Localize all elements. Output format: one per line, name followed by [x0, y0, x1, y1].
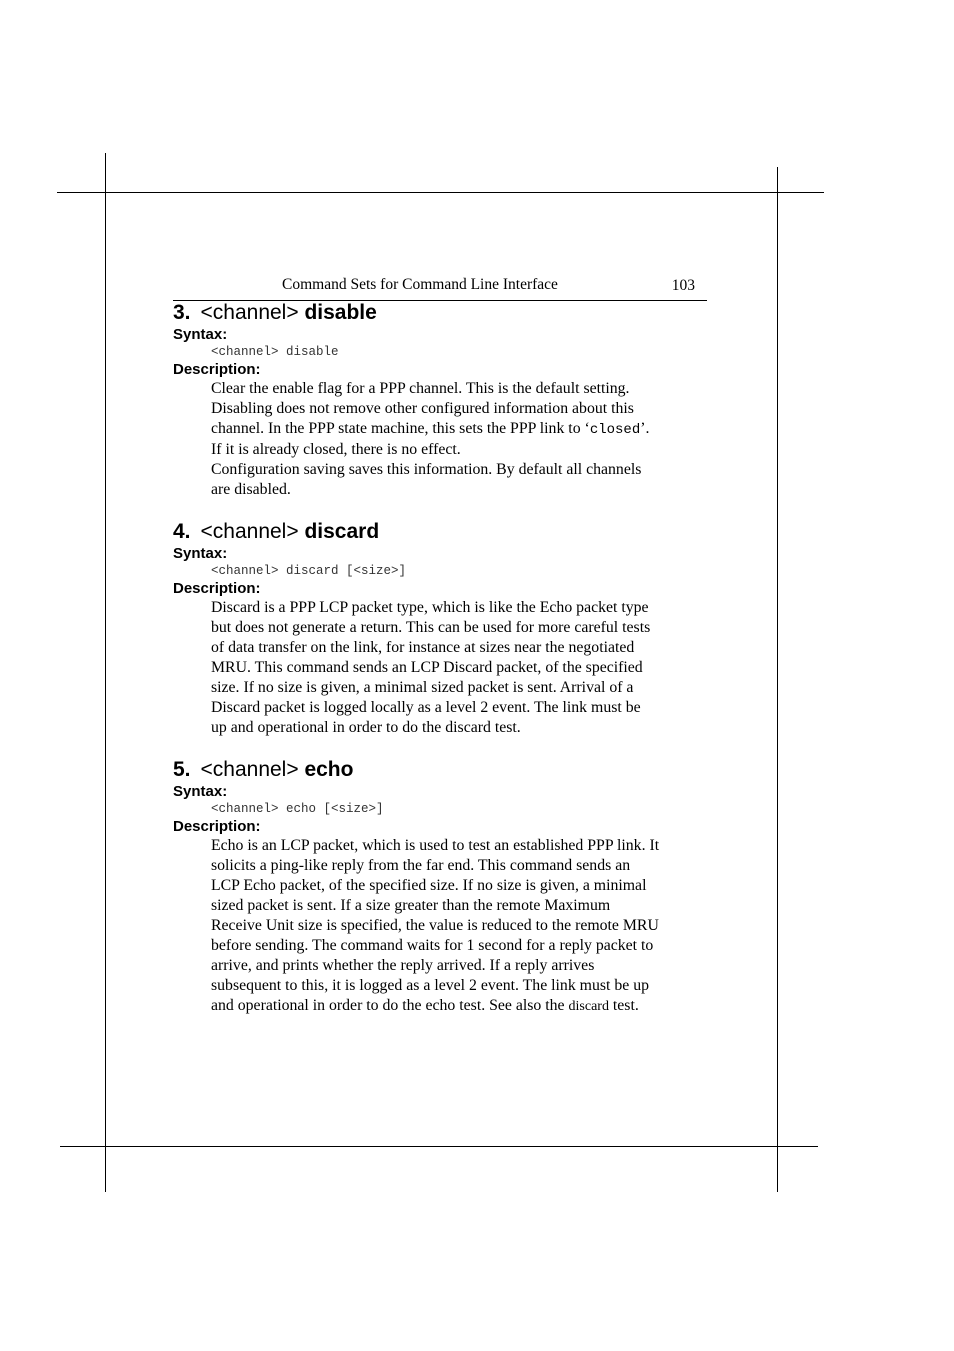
section-number: 4.: [173, 520, 191, 543]
section-command: disable: [304, 301, 377, 324]
section-prefix: <channel>: [200, 520, 299, 543]
text-line: Receive Unit size is specified, the value is reduced to the remote MRU: [211, 917, 659, 934]
syntax-label: Syntax:: [173, 326, 228, 343]
text-line: solicits a ping-like reply from the far end. This command sends an: [211, 857, 631, 874]
text-line: test.: [608, 997, 639, 1014]
crop-mark-bottom-horizontal: [60, 1146, 818, 1147]
text-line: before sending. The command waits for 1 second for a reply packet to: [211, 937, 654, 954]
text-line: up and operational in order to do the discard test.: [211, 719, 521, 736]
running-title: Command Sets for Command Line Interface: [282, 276, 558, 293]
page-number: 103: [671, 277, 695, 294]
text-line: arrive, and prints whether the reply arrived. If a reply arrives: [211, 957, 595, 974]
text-line: Echo is an LCP packet, which is used to test an established PPP link. It: [211, 837, 660, 854]
description-paragraph: [211, 460, 716, 500]
section-heading: [173, 519, 718, 545]
text-line: channel. In the PPP state machine, this sets the PPP link to ‘: [211, 420, 590, 437]
text-line: are disabled.: [211, 481, 291, 498]
section-number: 5.: [173, 758, 191, 781]
section-prefix: <channel>: [200, 301, 299, 324]
description-label: Description:: [173, 818, 261, 835]
syntax-label: Syntax:: [173, 545, 228, 562]
description-label: Description:: [173, 361, 261, 378]
text-line: and operational in order to do the echo test. See also the: [211, 997, 569, 1014]
text-line: LCP Echo packet, of the specified size. If no size is given, a minimal: [211, 877, 647, 894]
cross-reference: discard: [568, 999, 609, 1014]
description-paragraph: [211, 836, 716, 1017]
section-command: echo: [304, 758, 354, 781]
text-line: Disabling does not remove other configured information about this: [211, 400, 634, 417]
description-paragraph: [211, 598, 716, 738]
description-paragraph: [211, 379, 716, 460]
page-header: [173, 276, 707, 301]
section-number: 3.: [173, 301, 191, 324]
section-disable: [173, 300, 718, 500]
text-line: Discard is a PPP LCP packet type, which is like the Echo packet type: [211, 599, 649, 616]
syntax-code: <channel> disable: [211, 345, 339, 359]
text-line: Discard packet is logged locally as a level 2 event. The link must be: [211, 699, 641, 716]
crop-mark-right-vertical: [777, 167, 778, 1192]
text-line: Clear the enable flag for a PPP channel. This is the default setting.: [211, 380, 630, 397]
text-line: sized packet is sent. If a size greater than the remote Maximum: [211, 897, 611, 914]
inline-code: closed: [589, 422, 641, 438]
section-discard: [173, 519, 718, 738]
crop-mark-left-vertical: [105, 153, 106, 1192]
crop-mark-top-horizontal: [57, 192, 824, 193]
text-line: of data transfer on the link, for instance at sizes near the negotiated: [211, 639, 635, 656]
section-command: discard: [304, 520, 380, 543]
text-line: MRU. This command sends an LCP Discard packet, of the specified: [211, 659, 643, 676]
section-heading: [173, 300, 718, 326]
section-prefix: <channel>: [200, 758, 299, 781]
syntax-code: <channel> echo [<size>]: [211, 802, 384, 816]
syntax-label: Syntax:: [173, 783, 228, 800]
syntax-code: <channel> discard [<size>]: [211, 564, 407, 578]
text-line: Configuration saving saves this information. By default all channels: [211, 461, 642, 478]
section-echo: [173, 757, 718, 1017]
text-line: subsequent to this, it is logged as a level 2 event. The link must be up: [211, 977, 650, 994]
text-line: ’.: [640, 420, 650, 437]
text-line: size. If no size is given, a minimal sized packet is sent. Arrival of a: [211, 679, 634, 696]
page-content: [173, 300, 718, 1036]
text-line: If it is already closed, there is no effect.: [211, 441, 461, 458]
section-heading: [173, 757, 718, 783]
text-line: but does not generate a return. This can be used for more careful tests: [211, 619, 651, 636]
description-label: Description:: [173, 580, 261, 597]
